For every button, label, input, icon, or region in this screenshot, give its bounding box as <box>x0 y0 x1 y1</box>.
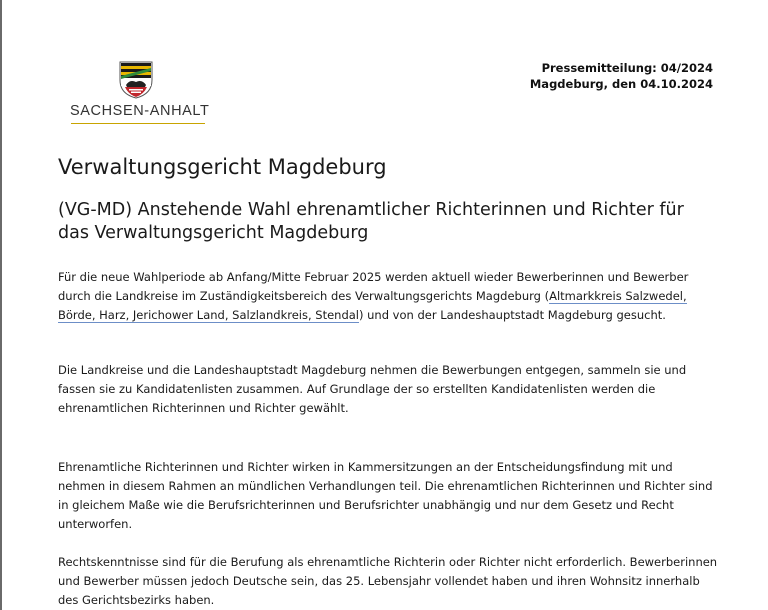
district-list-link[interactable]: Altmarkkreis Salzwedel, Börde, Harz, Jerichower Land, Salzlandkreis, Stendal <box>58 289 687 322</box>
page-title: Verwaltungsgericht Magdeburg <box>58 155 387 179</box>
page-subtitle: (VG-MD) Anstehende Wahl ehrenamtlicher Richterinnen und Richter für das Verwaltungsgericht Magdeburg <box>58 200 684 243</box>
paragraph-text: Für die neue Wahlperiode ab Anfang/Mitte Februar 2025 werden aktuell wieder Bewerberinnen und Bewerber durch die Landkreise im Zuständigkeitsbereich des Verwaltungsgerichts Magdeburg ( <box>58 270 689 303</box>
coat-of-arms-icon <box>118 60 154 100</box>
press-release-date: Magdeburg, den 04.10.2024 <box>529 77 713 91</box>
paragraph-text: ) und von der Landeshauptstadt Magdeburg gesucht. <box>359 308 666 322</box>
paragraph-kandidatenlisten: Die Landkreise und die Landeshauptstadt Magdeburg nehmen die Bewerbungen entgegen, sammeln sie und fassen sie zu Kandidatenlisten zusammen. Auf Grundlage der so erstellten Kandidatenlisten werden die ehrenamtlichen Richterinnen und Richter gewählt. <box>58 363 687 415</box>
paragraph-kammersitzungen: Ehrenamtliche Richterinnen und Richter wirken in Kammersitzungen an der Entscheidungsfindung mit und nehmen in diesem Rahmen an mündlichen Verhandlungen teil. Die ehrenamtlichen Richterinnen und Richter sind in gleichem Maße wie die Berufsrichterinnen und Berufsrichter unabhängig und nur dem Gesetz und Recht unterworfen. <box>58 460 713 531</box>
press-release-info <box>530 60 713 92</box>
sachsen-anhalt-logo <box>70 57 210 127</box>
logo-underline <box>71 123 205 124</box>
press-release-number: Pressemitteilung: 04/2024 <box>541 61 713 75</box>
logo-wordmark: SACHSEN-ANHALT <box>70 103 210 119</box>
page-edge-divider <box>0 0 2 610</box>
paragraph-wahlperiode <box>58 268 720 325</box>
paragraph-voraussetzungen: Rechtskenntnisse sind für die Berufung als ehrenamtliche Richterin oder Richter nicht erforderlich. Bewerberinnen und Bewerber müssen jedoch Deutsche sein, das 25. Lebensjahr vollendet haben und ihren Wohnsitz innerhalb des Gerichtsbezirks haben. <box>58 555 718 607</box>
